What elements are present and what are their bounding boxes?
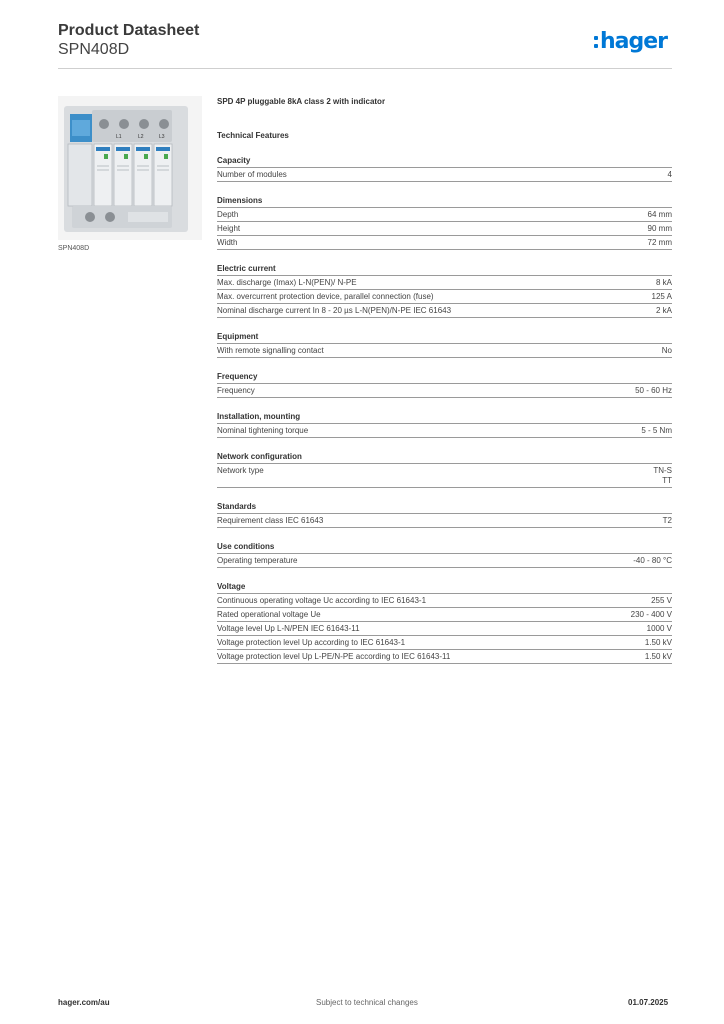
spec-row xyxy=(217,514,672,528)
spec-value-line: 1.50 kV xyxy=(644,638,672,647)
spec-value-line: 90 mm xyxy=(647,224,672,233)
spec-row xyxy=(217,384,672,398)
spec-label: Width xyxy=(217,238,238,247)
spec-label: Continuous operating voltage Uc according to IEC 61643-1 xyxy=(217,596,427,605)
spec-row xyxy=(217,554,672,568)
feature-section xyxy=(217,371,672,398)
spec-value-line: 255 V xyxy=(651,596,672,605)
feature-section xyxy=(217,581,672,664)
spec-row xyxy=(217,208,672,222)
spec-value-line: 2 kA xyxy=(655,306,672,315)
product-image xyxy=(58,96,202,240)
spec-value xyxy=(641,426,672,436)
spec-label: Frequency xyxy=(217,386,255,395)
section-title: Electric current xyxy=(217,263,672,276)
spec-row xyxy=(217,622,672,636)
spec-label: Voltage protection level Up L-PE/N-PE according to IEC 61643-11 xyxy=(217,652,451,661)
spec-value xyxy=(656,278,672,288)
spec-value-line: TN-S xyxy=(653,466,672,475)
product-description: SPD 4P pluggable 8kA class 2 with indicator xyxy=(217,97,386,106)
surge-protector-image xyxy=(58,96,202,240)
spec-value xyxy=(648,238,672,248)
spec-label: Depth xyxy=(217,210,239,219)
section-title: Equipment xyxy=(217,331,672,344)
spec-label: Voltage protection level Up according to IEC 61643-1 xyxy=(217,638,406,647)
section-title: Voltage xyxy=(217,581,672,594)
spec-value-line: TT xyxy=(662,476,672,485)
feature-sections xyxy=(217,155,672,664)
spec-label: Max. discharge (Imax) L-N(PEN)/ N-PE xyxy=(217,278,357,287)
spec-row xyxy=(217,276,672,290)
hager-logo[interactable] xyxy=(594,24,667,60)
spec-row xyxy=(217,608,672,622)
spec-row xyxy=(217,344,672,358)
feature-section xyxy=(217,155,672,182)
spec-row xyxy=(217,222,672,236)
section-title: Use conditions xyxy=(217,541,672,554)
section-title: Standards xyxy=(217,501,672,514)
spec-value xyxy=(656,306,672,316)
spec-value-line: 125 A xyxy=(651,292,672,301)
spec-label: With remote signalling contact xyxy=(217,346,324,355)
section-title: Network configuration xyxy=(217,451,672,464)
spec-row xyxy=(217,236,672,250)
spec-value xyxy=(652,292,672,302)
image-caption: SPN408D xyxy=(58,245,90,252)
spec-label: Voltage level Up L-N/PEN IEC 61643-11 xyxy=(217,624,360,633)
product-code: SPN408D xyxy=(58,41,130,58)
spec-label: Operating temperature xyxy=(217,556,298,565)
spec-row xyxy=(217,304,672,318)
spec-value xyxy=(668,170,672,180)
spec-value xyxy=(631,610,672,620)
pole-label: L2 xyxy=(138,134,144,140)
feature-section xyxy=(217,451,672,488)
technical-features-heading: Technical Features xyxy=(217,131,289,140)
spec-label: Max. overcurrent protection device, parallel connection (fuse) xyxy=(217,292,434,301)
spec-label: Requirement class IEC 61643 xyxy=(217,516,324,525)
feature-section xyxy=(217,411,672,438)
pole-label: L3 xyxy=(159,134,165,140)
section-title: Frequency xyxy=(217,371,672,384)
logo-text: hager xyxy=(600,29,668,54)
section-title: Capacity xyxy=(217,155,672,168)
spec-value xyxy=(651,596,672,606)
spec-value xyxy=(645,638,672,648)
section-title: Installation, mounting xyxy=(217,411,672,424)
spec-value xyxy=(647,624,672,634)
header-divider xyxy=(58,68,672,69)
spec-value xyxy=(633,556,672,566)
spec-value-line: 4 xyxy=(667,170,672,179)
spec-value xyxy=(653,466,672,486)
feature-section xyxy=(217,331,672,358)
spec-value xyxy=(662,346,672,356)
datasheet-content xyxy=(217,96,672,664)
spec-row xyxy=(217,636,672,650)
spec-label: Rated operational voltage Ue xyxy=(217,610,321,619)
section-title: Dimensions xyxy=(217,195,672,208)
page-title: Product Datasheet xyxy=(58,22,200,39)
spec-row xyxy=(217,424,672,438)
feature-section xyxy=(217,501,672,528)
spec-value-line: 50 - 60 Hz xyxy=(635,386,672,395)
feature-section xyxy=(217,263,672,318)
spec-label: Height xyxy=(217,224,241,233)
spec-value-line: 72 mm xyxy=(647,238,672,247)
spec-label: Number of modules xyxy=(217,170,287,179)
spec-row xyxy=(217,290,672,304)
feature-section xyxy=(217,195,672,250)
spec-value-line: No xyxy=(661,346,672,355)
feature-section xyxy=(217,541,672,568)
pole-label: L1 xyxy=(116,134,122,140)
spec-row xyxy=(217,594,672,608)
footer-notice: Subject to technical changes xyxy=(316,998,418,1007)
spec-label: Nominal discharge current In 8 - 20 µs L-N(PEN)/N-PE IEC 61643 xyxy=(217,306,452,315)
logo-dots-icon xyxy=(594,34,598,50)
spec-value-line: 230 - 400 V xyxy=(630,610,672,619)
spec-label: Network type xyxy=(217,466,264,475)
spec-value-line: 5 - 5 Nm xyxy=(641,426,672,435)
footer-website-link[interactable]: hager.com/au xyxy=(58,998,110,1007)
spec-value xyxy=(648,210,672,220)
spec-label: Nominal tightening torque xyxy=(217,426,309,435)
footer-date: 01.07.2025 xyxy=(628,998,669,1007)
spec-value xyxy=(645,652,672,662)
spec-value-line: -40 - 80 °C xyxy=(633,556,672,565)
spec-value xyxy=(635,386,672,396)
spec-value xyxy=(648,224,672,234)
spec-value xyxy=(663,516,672,526)
spec-value-line: T2 xyxy=(662,516,672,525)
spec-row xyxy=(217,650,672,664)
spec-value-line: 64 mm xyxy=(647,210,672,219)
spec-value-line: 1000 V xyxy=(646,624,672,633)
spec-row xyxy=(217,168,672,182)
spec-value-line: 8 kA xyxy=(655,278,672,287)
spec-row xyxy=(217,464,672,488)
spec-value-line: 1.50 kV xyxy=(644,652,672,661)
